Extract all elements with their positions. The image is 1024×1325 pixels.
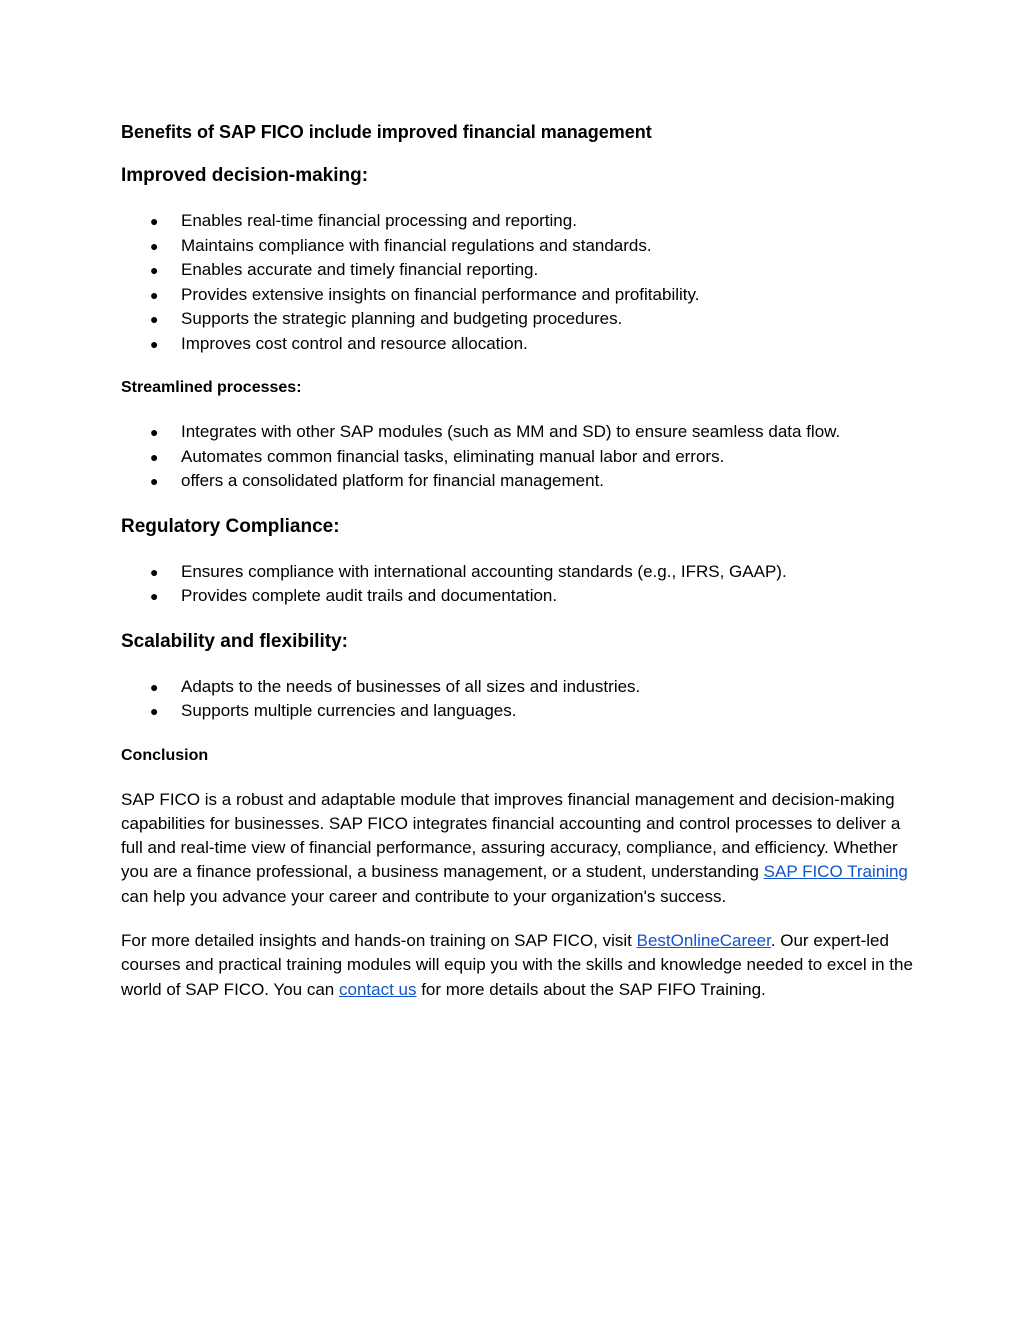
list-item	[121, 445, 921, 470]
list-item	[121, 283, 921, 308]
list-item-text: Automates common financial tasks, eliminating manual labor and errors.	[181, 446, 725, 466]
heading-improved-decision-making: Improved decision-making:	[121, 165, 369, 186]
heading-scalability-flexibility: Scalability and flexibility:	[121, 630, 349, 652]
list-scalability-flexibility	[121, 675, 921, 724]
list-item-text: Enables real-time financial processing and reporting.	[181, 211, 577, 230]
paragraph-text: For more detailed insights and hands-on training on SAP FICO, visit	[121, 930, 637, 950]
list-item	[121, 584, 921, 609]
bullet-icon: ●	[150, 262, 159, 278]
list-item-text: Provides complete audit trails and documentation.	[181, 586, 558, 605]
bullet-icon: ●	[150, 286, 159, 303]
sap-fico-training-link[interactable]: SAP FICO Training	[763, 862, 908, 882]
list-item-text: Improves cost control and resource allocation.	[181, 333, 528, 353]
list-item-text: Supports the strategic planning and budgeting procedures.	[181, 309, 623, 328]
document-page	[121, 117, 921, 1002]
list-item-text: Integrates with other SAP modules (such as MM and SD) to ensure seamless data flow.	[181, 422, 841, 441]
list-item-text: offers a consolidated platform for financial management.	[181, 471, 605, 490]
conclusion-paragraph	[121, 788, 921, 909]
list-item	[121, 560, 921, 585]
list-streamlined-processes	[121, 420, 921, 494]
bullet-icon: ●	[150, 424, 159, 440]
list-item	[121, 307, 921, 332]
bullet-icon: ●	[150, 473, 159, 489]
bullet-icon: ●	[150, 237, 159, 254]
list-item	[121, 699, 921, 724]
list-item-text: Ensures compliance with international accounting standards (e.g., IFRS, GAAP).	[181, 561, 787, 581]
list-improved-decision-making	[121, 209, 921, 356]
heading-conclusion: Conclusion	[121, 746, 209, 764]
heading-regulatory-compliance: Regulatory Compliance:	[121, 515, 340, 537]
list-item	[121, 332, 921, 357]
list-item	[121, 675, 921, 700]
list-regulatory-compliance	[121, 560, 921, 609]
list-item-text: Maintains compliance with financial regulations and standards.	[181, 235, 652, 255]
bullet-icon: ●	[150, 213, 159, 229]
details-paragraph	[121, 929, 921, 1002]
paragraph-text: . Our expert-led courses and practical training modules will equip you with the skills and knowledge needed to excel in the world of SAP FICO. You can	[121, 930, 913, 999]
bullet-icon: ●	[150, 335, 159, 352]
bullet-icon: ●	[150, 678, 159, 695]
list-item	[121, 209, 921, 234]
list-item-text: Provides extensive insights on financial performance and profitability.	[181, 284, 700, 304]
list-item-text: Adapts to the needs of businesses of all sizes and industries.	[181, 676, 641, 696]
bullet-icon: ●	[150, 448, 159, 465]
contact-us-link[interactable]: contact us	[338, 979, 417, 999]
list-item-text: Supports multiple currencies and languages.	[181, 701, 517, 720]
list-item	[121, 234, 921, 259]
bullet-icon: ●	[150, 703, 159, 719]
paragraph-text: SAP FICO is a robust and adaptable module that improves financial management and decision-making capabilities for businesses. SAP FICO integrates financial accounting and control processes to deliver a full and real-time view of financial performance, assuring accuracy, compliance, and efficiency. Whether you are a finance professional, a business management, or a student, understanding	[121, 789, 901, 882]
bullet-icon: ●	[150, 588, 159, 604]
paragraph-text: for more details about the SAP FIFO Training.	[416, 979, 766, 999]
list-item	[121, 420, 921, 445]
bestonlinecareer-link[interactable]: BestOnlineCareer	[636, 930, 771, 950]
paragraph-text: can help you advance your career and contribute to your organization's success.	[121, 886, 727, 906]
list-item	[121, 258, 921, 283]
heading-streamlined-processes: Streamlined processes:	[121, 379, 302, 396]
document-title: Benefits of SAP FICO include improved financial management	[121, 122, 652, 142]
list-item	[121, 469, 921, 494]
bullet-icon: ●	[150, 563, 159, 580]
bullet-icon: ●	[150, 311, 159, 327]
list-item-text: Enables accurate and timely financial reporting.	[181, 260, 539, 279]
